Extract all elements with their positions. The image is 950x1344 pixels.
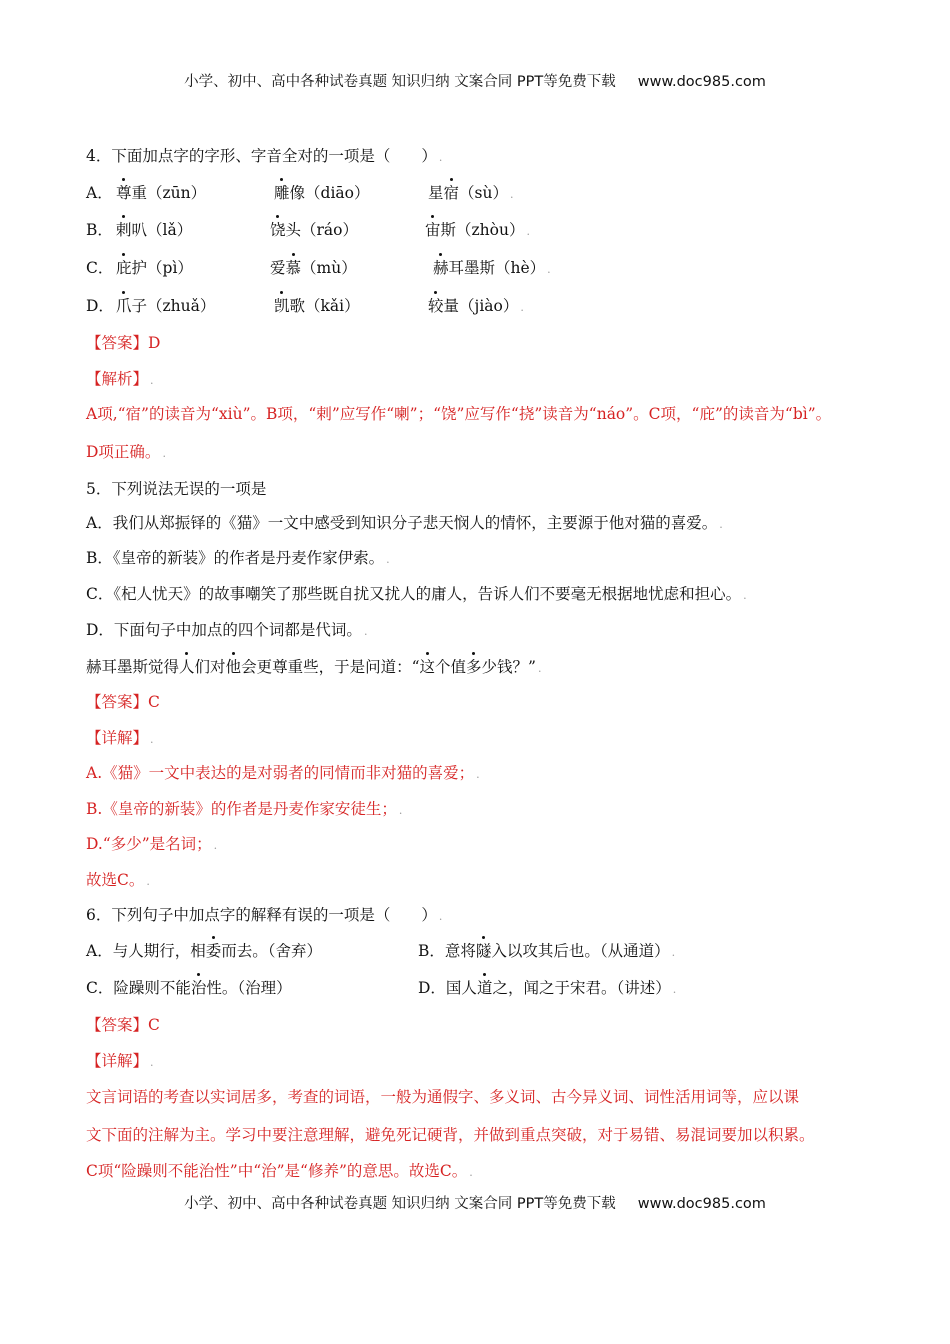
dotted-char: 饶 [270, 221, 286, 239]
q4-analysis-line: D项正确。 . [86, 443, 166, 461]
footer-url[interactable]: www.doc985.com [637, 1196, 766, 1212]
header-text: 小学、初中、高中各种试卷真题 知识归纳 文案合同 PPT等免费下载 [184, 74, 616, 90]
dotted-char: 庇 [116, 259, 132, 277]
item-text: 耳墨斯（hè） [448, 259, 546, 277]
q5-detail-line: A.《猫》一文中表达的是对弱者的同情而非对猫的喜爱； . [86, 764, 480, 782]
q5-option-b: B．《皇帝的新装》的作者是丹麦作家伊索。 . [86, 549, 390, 567]
q5-detail-line: 故选C。 . [86, 871, 150, 889]
q6-option-c [86, 978, 292, 998]
q6-detail-label: 【详解】 . [86, 1052, 154, 1070]
q6-option-b: B．意将隧入以攻其后也。（从通道） . [418, 942, 676, 960]
q6-detail-line: 文下面的注解为主。学习中要注意理解，避免死记硬背，并做到重点突破，对于易错、易混词要加以积累。 [86, 1126, 815, 1144]
option-text: A．与人期行，相 [86, 942, 206, 960]
q4-a-item1 [116, 183, 206, 203]
dotted-char: 人 [179, 658, 195, 676]
page-header [0, 70, 950, 91]
dotted-char: 剌 [116, 221, 132, 239]
item-text: 头（ráo） [285, 221, 358, 239]
option-text: B．《皇帝的新装》的作者是丹麦作家伊索。 [86, 549, 385, 567]
option-text: C．《杞人忧天》的故事嘲笑了那些既自扰又扰人的庸人，告诉人们不要毫无根据地忧虑和担心。 [86, 585, 742, 603]
q5-detail-label: 【详解】 . [86, 729, 154, 747]
q5-detail-line: B.《皇帝的新装》的作者是丹麦作家安徒生； . [86, 800, 403, 818]
sentence-text: 少钱？” [481, 658, 536, 676]
option-text: C．险躁则不能 [86, 979, 191, 997]
q4-c-item3: 赫耳墨斯（hè） . [433, 259, 551, 277]
q4-row-b-label: B． [86, 221, 113, 239]
q4-b-item1 [116, 220, 192, 240]
q4-analysis-label: 【解析】 . [86, 370, 154, 388]
dotted-char: 尊 [116, 184, 132, 202]
detail-text: B.《皇帝的新装》的作者是丹麦作家安徒生； [86, 800, 397, 818]
q6-option-d: D．国人道之，闻之于宋君。（讲述） . [418, 979, 677, 997]
item-text: （mù） [301, 259, 357, 277]
sentence-text: 会更尊重些，于是问道：“ [241, 658, 420, 676]
dotted-char: 宙 [425, 221, 441, 239]
item-text: 斯（zhòu） [440, 221, 525, 239]
dotted-char: 多 [466, 658, 482, 676]
option-text: D．国人 [418, 979, 477, 997]
q4-stem-text: 4．下面加点字的字形、字音全对的一项是（ ） [86, 147, 437, 165]
option-text: 而去。（舍弃） [221, 942, 322, 960]
q4-d-item1 [116, 296, 215, 316]
dotted-char: 隧 [475, 942, 492, 960]
item-prefix: 爱 [270, 259, 286, 277]
dotted-char: 爪 [116, 297, 132, 315]
sentence-text: 们对 [194, 658, 226, 676]
dotted-char: 雕 [274, 184, 290, 202]
q6-stem-text: 6．下列句子中加点字的解释有误的一项是（ ） [86, 906, 437, 924]
q6-detail-line: 文言词语的考查以实词居多，考查的词语，一般为通假字、多义词、古今异义词、词性活用词等，应以课 [86, 1088, 800, 1106]
analysis-text: D项正确。 [86, 443, 161, 461]
q4-c-item2 [270, 258, 357, 278]
q4-analysis-line: A项,“宿”的读音为“xiù”。B项，“剌”应写作“喇”；“饶”应写作“挠”读音为“náo”。C项，“庇”的读音为“bì”。 [86, 405, 832, 423]
detail-label-text: 【详解】 [86, 729, 149, 747]
q4-b-item3: 宙斯（zhòu） . [425, 221, 530, 239]
q5-stem: 5．下列说法无误的一项是 [86, 480, 267, 498]
option-text: 之，闻之于宋君。（讲述） [492, 979, 671, 997]
dotted-char: 道 [476, 979, 493, 997]
detail-label-text: 【详解】 [86, 1052, 149, 1070]
option-text: 入以攻其后也。（从通道） [491, 942, 670, 960]
sentence-text: 赫耳墨斯觉得 [86, 658, 180, 676]
item-text: 护（pì） [131, 259, 193, 277]
q6-option-a [86, 941, 322, 961]
q4-row-a-label: A． [86, 184, 113, 202]
option-text: D．下面句子中加点的四个词都是代词。 [86, 621, 362, 639]
dotted-char: 慕 [285, 259, 302, 277]
dotted-char: 凯 [274, 297, 290, 315]
detail-text: 故选C。 [86, 871, 145, 889]
item-text: 叭（lǎ） [131, 221, 193, 239]
q5-answer: 【答案】C [86, 693, 160, 711]
item-text: 量（jiào） [443, 297, 519, 315]
dotted-char: 宿 [443, 184, 460, 202]
item-text: 像（diāo） [289, 184, 370, 202]
dotted-char: 他 [225, 658, 242, 676]
dotted-char: 治 [190, 979, 207, 997]
q4-row-c-label: C． [86, 259, 114, 277]
option-text: B．意将 [418, 942, 476, 960]
q4-d-item2 [274, 296, 360, 316]
item-text: （sù） [459, 184, 508, 202]
sentence-text: 个值 [435, 658, 467, 676]
q6-detail-line: C项“险躁则不能治性”中“治”是“修养”的意思。故选C。 . [86, 1162, 473, 1180]
footer-text: 小学、初中、高中各种试卷真题 知识归纳 文案合同 PPT等免费下载 [184, 1196, 616, 1212]
dotted-char: 赫 [433, 259, 449, 277]
item-text: 重（zūn） [131, 184, 207, 202]
q5-sentence: 赫耳墨斯觉得人们对他会更尊重些，于是问道：“这个值多少钱？” . [86, 658, 542, 676]
q5-option-a: A．我们从郑振铎的《猫》一文中感受到知识分子悲天悯人的情怀，主要源于他对猫的喜爱。 . [86, 514, 723, 532]
q5-option-d: D．下面句子中加点的四个词都是代词。 . [86, 621, 368, 639]
page-footer [0, 1192, 950, 1213]
q4-answer [86, 333, 160, 353]
answer-text: 【答案】D [86, 334, 161, 352]
q4-row-d-label: D． [86, 297, 114, 315]
dotted-char: 较 [428, 297, 444, 315]
q5-detail-line: D.“多少”是名词； . [86, 835, 218, 853]
option-text: A．我们从郑振铎的《猫》一文中感受到知识分子悲天悯人的情怀，主要源于他对猫的喜爱。 [86, 514, 718, 532]
q6-answer: 【答案】C [86, 1016, 160, 1034]
detail-text: A.《猫》一文中表达的是对弱者的同情而非对猫的喜爱； [86, 764, 475, 782]
q5-option-c: C．《杞人忧天》的故事嘲笑了那些既自扰又扰人的庸人，告诉人们不要毫无根据地忧虑和担心。 . [86, 585, 747, 603]
analysis-label-text: 【解析】 [86, 370, 149, 388]
q6-stem: 6．下列句子中加点字的解释有误的一项是（ ） . [86, 906, 443, 924]
q4-d-item3: 较量（jiào） . [428, 297, 524, 315]
q4-b-item2 [270, 220, 358, 240]
header-url[interactable]: www.doc985.com [637, 74, 766, 90]
item-text: 子（zhuǎ） [131, 297, 216, 315]
q4-a-item2 [274, 183, 369, 203]
item-prefix: 星 [428, 184, 444, 202]
q4-a-item3: 星宿（sù） . [428, 184, 514, 202]
detail-text: D.“多少”是名词； [86, 835, 212, 853]
q4-stem: 4．下面加点字的字形、字音全对的一项是（ ） . [86, 147, 443, 165]
item-text: 歌（kǎi） [289, 297, 360, 315]
dotted-char: 委 [205, 942, 222, 960]
option-text: 性。（治理） [206, 979, 292, 997]
dotted-char: 这 [419, 658, 436, 676]
q4-c-item1 [116, 258, 193, 278]
detail-text: C项“险躁则不能治性”中“治”是“修养”的意思。故选C。 [86, 1162, 468, 1180]
